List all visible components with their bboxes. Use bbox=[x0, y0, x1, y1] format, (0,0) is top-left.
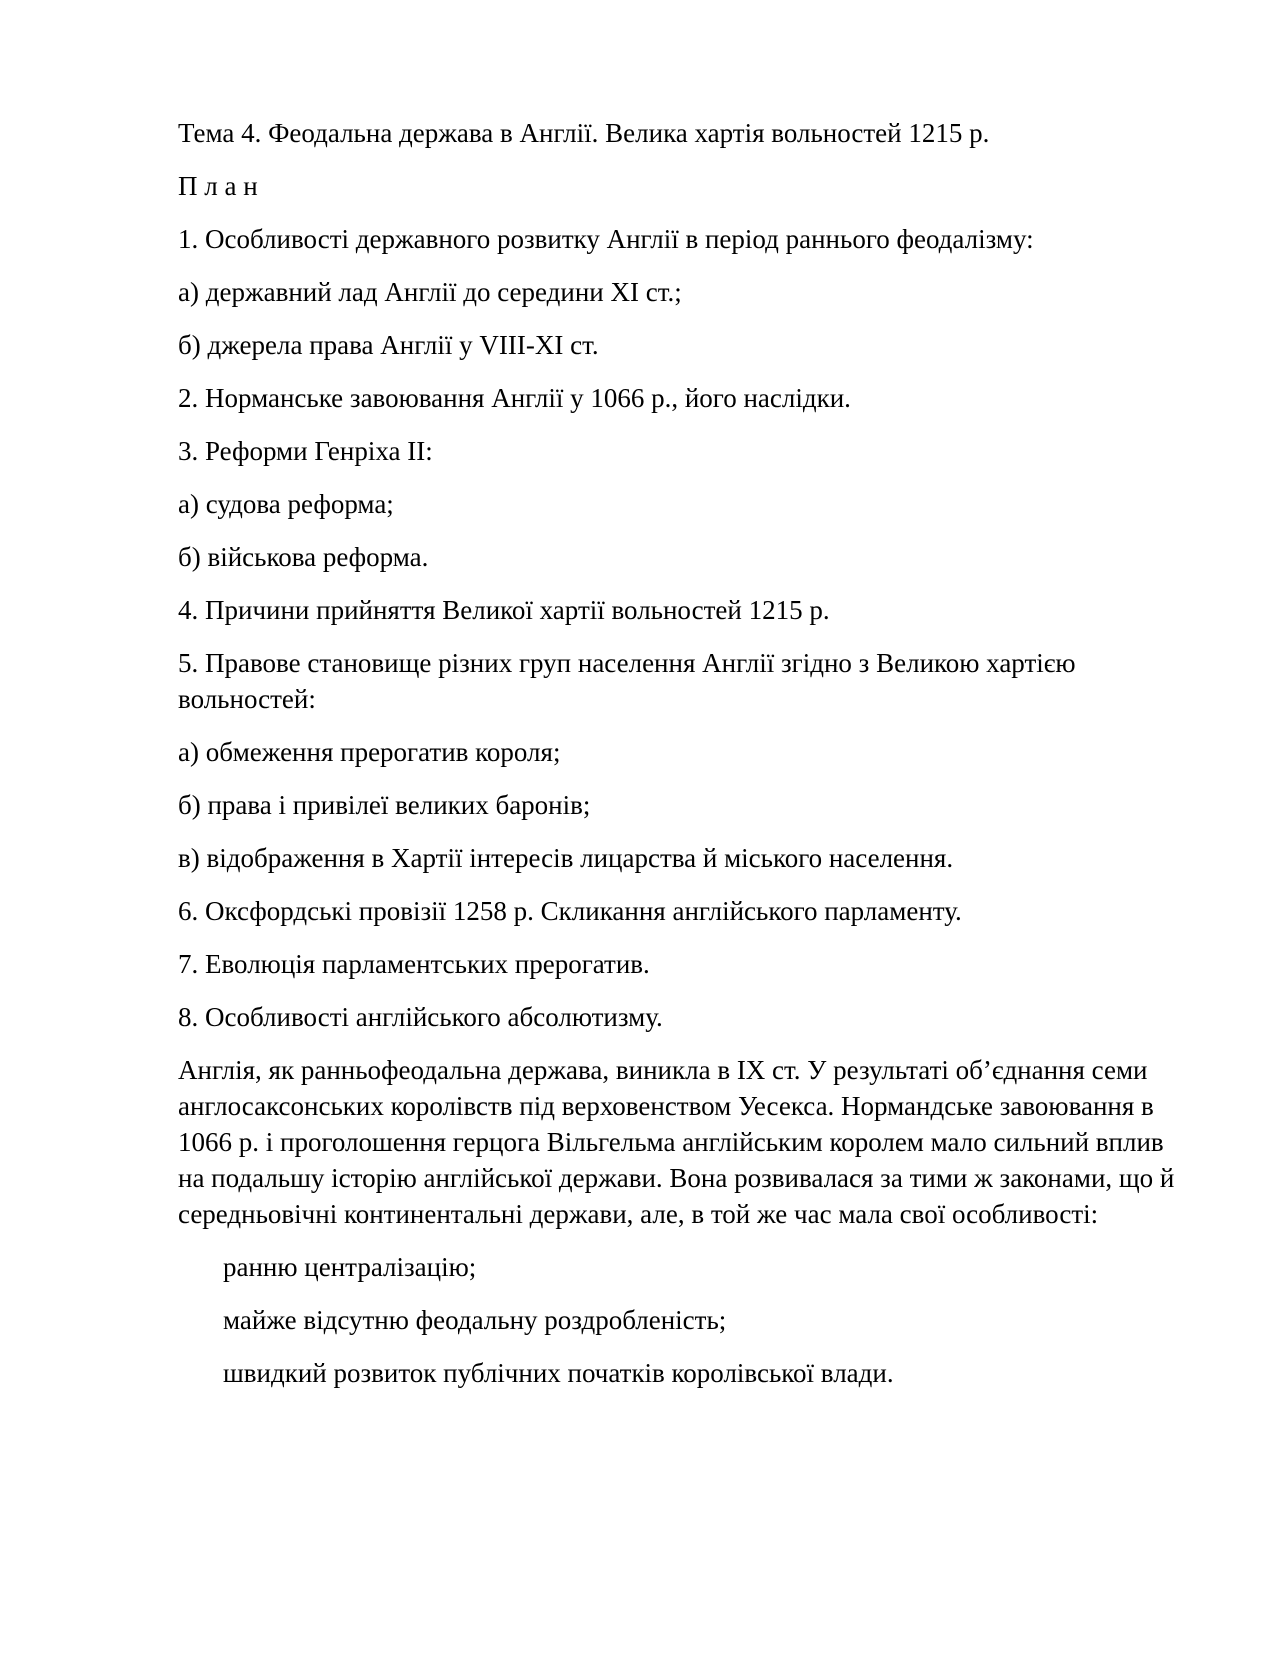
plan-item: а) обмеження прерогатив короля; bbox=[178, 737, 561, 767]
plan-heading: П л а н bbox=[178, 171, 258, 201]
plan-item: 8. Особливості англійського абсолютизму. bbox=[178, 1002, 663, 1032]
document-title: Тема 4. Феодальна держава в Англії. Велика хартія вольностей 1215 р. bbox=[178, 118, 990, 148]
plan-item: а) судова реформа; bbox=[178, 489, 394, 519]
plan-item: 1. Особливості державного розвитку Англії в період раннього феодалізму: bbox=[178, 224, 1034, 254]
plan-item: б) права і привілеї великих баронів; bbox=[178, 790, 591, 820]
plan-item: б) військова реформа. bbox=[178, 542, 429, 572]
body-paragraph: Англія, як ранньофеодальна держава, виникла в IX ст. У результаті об’єднання семи англосаксонських королівств під верховенством Уесекса. Нормандське завоювання в 1066 р. і проголошення герцога Вільгельма англійським королем мало сильний вплив на подальшу історію англійської держави. Вона розвивалася за тими ж законами, що й середньовічні континентальні держави, але, в той же час мала свої особливості: bbox=[178, 1055, 1175, 1229]
plan-item: 3. Реформи Генріха II: bbox=[178, 436, 433, 466]
feature-item: швидкий розвиток публічних початків королівської влади. bbox=[223, 1358, 894, 1388]
plan-item: 2. Норманське завоювання Англії у 1066 р., його наслідки. bbox=[178, 383, 851, 413]
plan-item: 5. Правове становище різних груп населення Англії згідно з Великою хартією вольностей: bbox=[178, 648, 1076, 714]
plan-item: 6. Оксфордські провізії 1258 р. Скликання англійського парламенту. bbox=[178, 896, 962, 926]
document-content bbox=[178, 115, 1180, 1408]
plan-item: а) державний лад Англії до середини ХІ ст.; bbox=[178, 277, 682, 307]
plan-item: 4. Причини прийняття Великої хартії вольностей 1215 р. bbox=[178, 595, 830, 625]
plan-item: в) відображення в Хартії інтересів лицарства й міського населення. bbox=[178, 843, 954, 873]
feature-item: ранню централізацію; bbox=[223, 1252, 477, 1282]
plan-item: 7. Еволюція парламентських прерогатив. bbox=[178, 949, 650, 979]
plan-item: б) джерела права Англії у VIII-XI ст. bbox=[178, 330, 599, 360]
feature-item: майже відсутню феодальну роздробленість; bbox=[223, 1305, 727, 1335]
